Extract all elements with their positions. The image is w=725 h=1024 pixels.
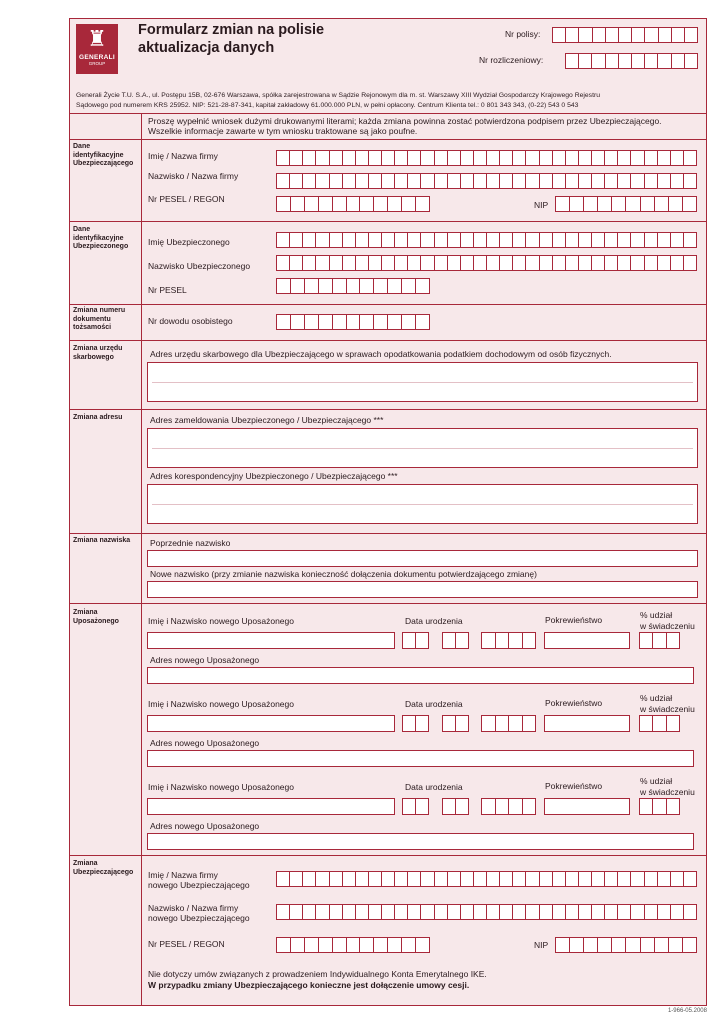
new-policyholder-pesel-label: Nr PESEL / REGON xyxy=(148,939,225,949)
logo-group: GROUP xyxy=(88,61,106,66)
correspondence-address-label: Adres korespondencyjny Ubezpieczonego / Ubezpieczającego *** xyxy=(150,471,398,481)
section-label: identyfikacyjne xyxy=(73,234,124,242)
insured-first-name-label: Imię Ubezpieczonego xyxy=(148,237,230,247)
beneficiary-relation-label: Pokrewieństwo xyxy=(545,698,603,708)
beneficiary-dob-day[interactable] xyxy=(402,798,429,815)
policyholder-nip-boxes[interactable] xyxy=(555,196,697,212)
policyholder-last-name-boxes[interactable] xyxy=(276,173,697,189)
section-label: Dane xyxy=(73,143,91,150)
section-label: skarbowego xyxy=(73,353,114,361)
section-label: Ubezpieczającego xyxy=(73,160,134,167)
generali-logo xyxy=(76,24,118,74)
beneficiary-relation-label: Pokrewieństwo xyxy=(545,615,603,625)
insured-pesel-boxes[interactable] xyxy=(276,278,430,294)
section-label: tożsamości xyxy=(73,324,112,331)
new-policyholder-last-label: Nazwisko / Nazwa firmy xyxy=(148,903,239,913)
correspondence-address-field[interactable] xyxy=(147,484,698,524)
id-document-label: Nr dowodu osobistego xyxy=(148,316,233,326)
previous-surname-field[interactable] xyxy=(147,550,698,567)
new-policyholder-last-label: nowego Ubezpieczającego xyxy=(148,913,250,923)
beneficiary-relation-label: Pokrewieństwo xyxy=(545,781,603,791)
beneficiary-dob-year[interactable] xyxy=(481,798,536,815)
settlement-number-boxes[interactable] xyxy=(565,53,698,69)
beneficiary-name-field[interactable] xyxy=(147,715,395,732)
section-label: Zmiana xyxy=(73,860,98,867)
beneficiary-address-label: Adres nowego Uposażonego xyxy=(150,738,260,748)
new-policyholder-nip-label: NIP xyxy=(534,940,549,950)
beneficiary-dob-day[interactable] xyxy=(402,715,429,732)
beneficiary-dob-month[interactable] xyxy=(442,632,469,649)
section-tax-office xyxy=(73,345,122,362)
registered-address-field[interactable] xyxy=(147,428,698,468)
section-label: Zmiana numeru xyxy=(73,307,126,314)
insured-first-name-boxes[interactable] xyxy=(276,232,697,248)
section-policyholder xyxy=(73,143,133,169)
beneficiary-dob-month[interactable] xyxy=(442,715,469,732)
section-insured xyxy=(73,226,128,252)
ike-note: Nie dotyczy umów związanych z prowadzeniem Indywidualnego Konta Emerytalnego IKE. xyxy=(148,969,487,979)
company-info-line2: Sądowego pod numerem KRS 25952. NIP: 521-28-87-341, kapitał zakładowy 61.000.000 PLN, w pełni opłacony. Centrum Klienta tel.: 0 801 343 343, (0-22) 543 0 543 xyxy=(76,102,579,109)
form-title-line2: aktualizacja danych xyxy=(138,40,275,56)
section-surname: Zmiana nazwiska xyxy=(73,537,131,544)
section-new-policyholder xyxy=(73,860,133,877)
instructions-line1: Proszę wypełnić wniosek dużymi drukowanymi literami; każda zmiana powinna zostać potwierdzona podpisem przez Ubezpieczającego. xyxy=(148,116,662,126)
section-label: identyfikacyjne xyxy=(73,151,124,159)
new-policyholder-pesel-boxes[interactable] xyxy=(276,937,430,953)
insured-last-name-boxes[interactable] xyxy=(276,255,697,271)
policyholder-first-name-boxes[interactable] xyxy=(276,150,697,166)
insured-last-name-label: Nazwisko Ubezpieczonego xyxy=(148,261,251,271)
beneficiary-relation-field[interactable] xyxy=(544,632,630,649)
tax-office-field[interactable] xyxy=(147,362,698,402)
company-info-line1: Generali Życie T.U. S.A., ul. Postępu 15B, 02-676 Warszawa, spółka zarejestrowana w Sądzie Rejonowym dla m. st. Warszawy XIII Wydział Gospodarczy Krajowego Rejestru xyxy=(76,92,601,99)
lion-icon: ♜ xyxy=(87,26,107,51)
beneficiary-share-boxes[interactable] xyxy=(639,715,680,732)
beneficiary-dob-month[interactable] xyxy=(442,798,469,815)
beneficiary-name-field[interactable] xyxy=(147,798,395,815)
registered-address-label: Adres zameldowania Ubezpieczonego / Ubezpieczającego *** xyxy=(150,415,384,425)
section-label: Ubezpieczającego xyxy=(73,868,134,876)
beneficiary-share-label: % udział xyxy=(640,693,673,703)
tax-office-label: Adres urzędu skarbowego dla Ubezpieczającego w sprawach opodatkowania podatkiem dochodowym od osób fizycznych. xyxy=(150,349,612,359)
section-address: Zmiana adresu xyxy=(73,414,123,421)
section-label: Ubezpieczonego xyxy=(73,243,129,250)
beneficiary-address-field[interactable] xyxy=(147,667,694,684)
beneficiary-relation-field[interactable] xyxy=(544,798,630,815)
policyholder-last-name-label: Nazwisko / Nazwa firmy xyxy=(148,171,239,181)
beneficiary-share-label: w świadczeniu xyxy=(640,787,695,797)
beneficiary-address-label: Adres nowego Uposażonego xyxy=(150,655,260,665)
beneficiary-relation-field[interactable] xyxy=(544,715,630,732)
previous-surname-label: Poprzednie nazwisko xyxy=(150,538,231,548)
beneficiary-dob-label: Data urodzenia xyxy=(405,782,463,792)
new-policyholder-nip-boxes[interactable] xyxy=(555,937,697,953)
section-label: Dane xyxy=(73,226,91,233)
logo-brand: GENERALI xyxy=(79,54,115,61)
beneficiary-dob-year[interactable] xyxy=(481,715,536,732)
beneficiary-dob-label: Data urodzenia xyxy=(405,616,463,626)
instructions-line2: Wszelkie informacje zawarte w tym wniosku traktowane są jako poufne. xyxy=(148,126,418,136)
insured-pesel-label: Nr PESEL xyxy=(148,285,187,295)
section-beneficiary xyxy=(73,609,119,626)
new-surname-label: Nowe nazwisko (przy zmianie nazwiska konieczność dołączenia dokumentu potwierdzającego zmianę) xyxy=(150,569,537,579)
form-title-line1: Formularz zmian na polisie xyxy=(138,22,325,38)
policy-number-label: Nr polisy: xyxy=(505,29,541,39)
beneficiary-dob-label: Data urodzenia xyxy=(405,699,463,709)
policyholder-pesel-label: Nr PESEL / REGON xyxy=(148,194,225,204)
new-surname-field[interactable] xyxy=(147,581,698,598)
beneficiary-share-label: w świadczeniu xyxy=(640,621,695,631)
beneficiary-share-boxes[interactable] xyxy=(639,798,680,815)
section-id-document xyxy=(73,307,125,333)
new-policyholder-first-label: nowego Ubezpieczającego xyxy=(148,880,250,890)
beneficiary-address-field[interactable] xyxy=(147,750,694,767)
beneficiary-name-label: Imię i Nazwisko nowego Uposażonego xyxy=(148,782,294,792)
section-label: Zmiana xyxy=(73,609,98,616)
beneficiary-share-label: w świadczeniu xyxy=(640,704,695,714)
section-label: Zmiana urzędu xyxy=(73,345,123,352)
beneficiary-dob-year[interactable] xyxy=(481,632,536,649)
id-document-boxes[interactable] xyxy=(276,314,430,330)
assignment-note: W przypadku zmiany Ubezpieczającego konieczne jest dołączenie umowy cesji. xyxy=(148,980,470,990)
policyholder-pesel-boxes[interactable] xyxy=(276,196,430,212)
policyholder-nip-label: NIP xyxy=(534,200,549,210)
beneficiary-name-label: Imię i Nazwisko nowego Uposażonego xyxy=(148,616,294,626)
section-label: dokumentu xyxy=(73,315,111,323)
section-label: Uposażonego xyxy=(73,617,119,625)
beneficiary-address-field[interactable] xyxy=(147,833,694,850)
beneficiary-name-label: Imię i Nazwisko nowego Uposażonego xyxy=(148,699,294,709)
beneficiary-address-label: Adres nowego Uposażonego xyxy=(150,821,260,831)
beneficiary-share-label: % udział xyxy=(640,776,673,786)
policy-number-boxes[interactable] xyxy=(552,27,698,43)
new-policyholder-first-label: Imię / Nazwa firmy xyxy=(148,870,218,880)
beneficiary-share-boxes[interactable] xyxy=(639,632,680,649)
new-policyholder-first-boxes[interactable] xyxy=(276,871,697,887)
beneficiary-share-label: % udział xyxy=(640,610,673,620)
beneficiary-dob-day[interactable] xyxy=(402,632,429,649)
policyholder-first-name-label: Imię / Nazwa firmy xyxy=(148,151,218,161)
beneficiary-name-field[interactable] xyxy=(147,632,395,649)
new-policyholder-last-boxes[interactable] xyxy=(276,904,697,920)
form-code: 1-966-05.2008 xyxy=(667,1008,707,1014)
settlement-number-label: Nr rozliczeniowy: xyxy=(479,55,544,65)
